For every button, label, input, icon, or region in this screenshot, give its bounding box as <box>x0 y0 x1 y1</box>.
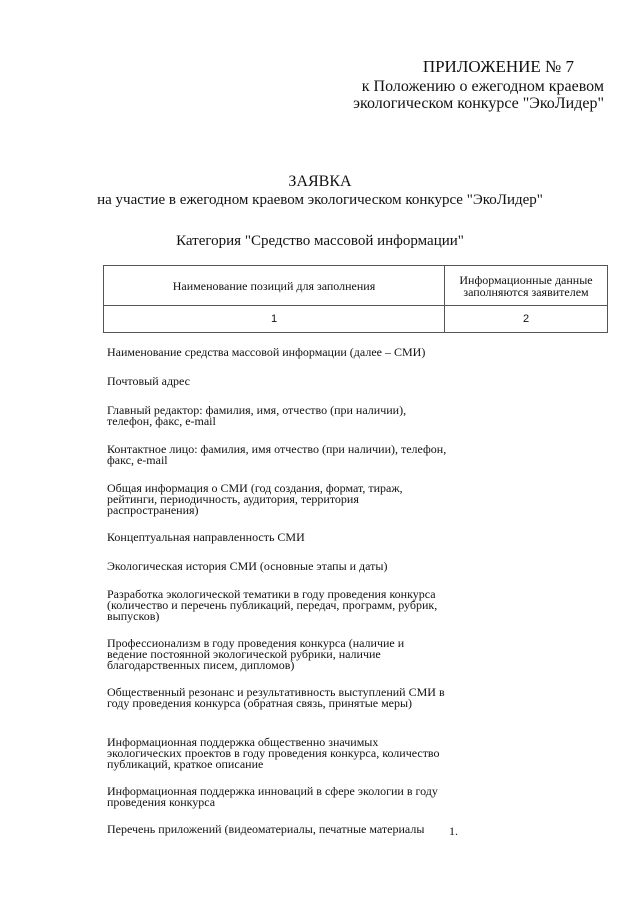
application-subtitle: на участие в ежегодном краевом экологическом конкурсе "ЭкоЛидер" <box>97 192 543 208</box>
column-number-2: 2 <box>445 306 608 333</box>
header-positions: Наименование позиций для заполнения <box>104 266 445 306</box>
form-row: Профессионализм в году проведения конкурса (наличие и ведение постоянной экологической рубрики, наличие благодарственных писем, дипломов) <box>107 636 405 672</box>
form-row: Перечень приложений (видеоматериалы, печатные материалы <box>107 822 425 836</box>
appendix-header <box>304 58 604 112</box>
form-header-table <box>103 265 608 333</box>
form-row: Общественный резонанс и результативность выступлений СМИ в году проведения конкурса (обратная связь, принятые меры) <box>107 685 445 710</box>
form-row: Главный редактор: фамилия, имя, отчество (при наличии), телефон, факс, e-mail <box>107 403 407 428</box>
form-row: Информационная поддержка инноваций в сфере экологии в году проведения конкурса <box>107 784 438 809</box>
appendix-line-2: экологическом конкурсе "ЭкоЛидер" <box>353 95 604 112</box>
column-number-1: 1 <box>104 306 445 333</box>
attachments-list-number: 1. <box>449 824 458 838</box>
header-applicant-data: Информационные данные заполняются заявителем <box>445 266 608 306</box>
form-row: Наименование средства массовой информации (далее – СМИ) <box>107 345 426 359</box>
form-row: Почтовый адрес <box>107 374 191 388</box>
appendix-number: ПРИЛОЖЕНИЕ № 7 <box>422 57 574 76</box>
application-title: ЗАЯВКА <box>288 173 352 190</box>
form-row: Концептуальная направленность СМИ <box>107 530 305 544</box>
form-row: Информационная поддержка общественно значимых экологических проектов в году проведения конкурса, количество публикаций, краткое описание <box>107 735 440 771</box>
form-row: Разработка экологической тематики в году проведения конкурса (количество и перечень публикаций, передач, программ, рубрик, выпусков) <box>107 587 438 623</box>
form-row: Экологическая история СМИ (основные этапы и даты) <box>107 559 388 573</box>
appendix-line-1: к Положению о ежегодном краевом <box>361 78 604 95</box>
application-category: Категория "Средство массовой информации" <box>176 233 464 249</box>
form-row: Контактное лицо: фамилия, имя отчество (при наличии), телефон, факс, e-mail <box>107 442 447 467</box>
form-row: Общая информация о СМИ (год создания, формат, тираж, рейтинги, периодичность, аудитория, территория распространения) <box>107 481 403 517</box>
